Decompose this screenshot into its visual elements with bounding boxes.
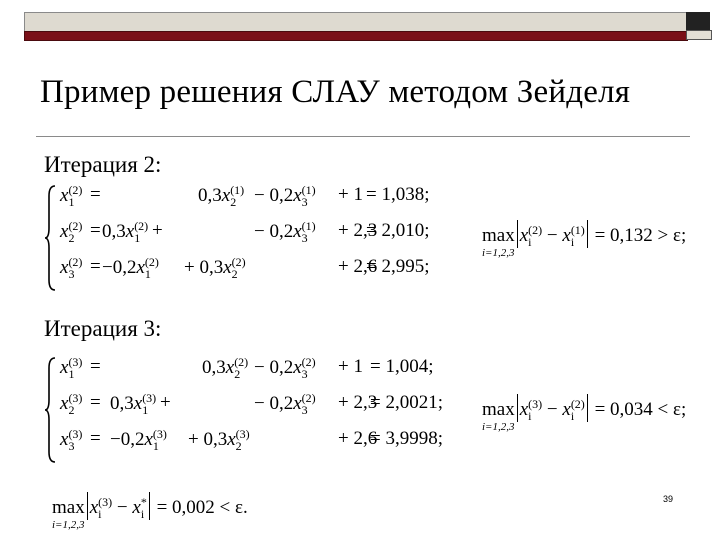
max-lhs-term: x (2) i — [519, 223, 543, 249]
abs-bar-right — [587, 394, 588, 422]
constant-term: + 2,6 — [338, 428, 378, 449]
max-operator — [482, 399, 515, 433]
title-divider — [36, 136, 690, 137]
result-value: = 1,038; — [366, 184, 430, 205]
abs-bar-left — [517, 220, 518, 248]
max-word: max — [482, 225, 515, 246]
lhs-term: x (3) 3 — [60, 427, 83, 453]
result-value: = 2,995; — [366, 256, 430, 277]
iteration-3-equation-1 — [44, 356, 474, 380]
constant-term: + 1 — [338, 356, 363, 377]
minus-sign: − — [542, 399, 563, 420]
iteration-2-max-expression — [482, 220, 687, 259]
lhs-term: x (2) 2 — [60, 219, 83, 245]
iteration-3-equation-2 — [44, 392, 474, 416]
max-lhs-term: x (3) i — [519, 397, 543, 423]
iteration-2-equation-3 — [44, 256, 464, 280]
result-value: = 1,004; — [370, 356, 434, 377]
slide-title: Пример решения СЛАУ методом Зейделя — [40, 74, 631, 110]
abs-bar-left — [87, 492, 88, 520]
term-a: 0,3x (3) 1 — [110, 391, 157, 417]
iteration-2-system — [44, 184, 464, 292]
max-operator — [482, 225, 515, 259]
term-a: 0,3x (2) 1 — [102, 219, 149, 245]
plus-sign: + — [152, 220, 163, 241]
minus-sign: − — [112, 497, 133, 518]
equals-sign: = — [90, 256, 101, 277]
lhs-term: x (2) 3 — [60, 255, 83, 281]
max-lhs-term: x (3) i — [89, 495, 113, 521]
iteration-2-heading: Итерация 2: — [44, 152, 162, 177]
max-value: = 0,132 > ε; — [589, 225, 687, 246]
constant-term: + 1 — [338, 184, 363, 205]
term-a: −0,2x (2) 1 — [102, 255, 159, 281]
result-value: = 3,9998; — [370, 428, 443, 449]
equals-sign: = — [90, 428, 101, 449]
iteration-3-max-expression — [482, 394, 687, 433]
term-b: + 0,3x (2) 2 — [184, 255, 246, 281]
plus-sign: + — [160, 392, 171, 413]
iteration-2-equation-2 — [44, 220, 464, 244]
term-c: − 0,2x (1) 3 — [254, 183, 316, 209]
lhs-term: x (3) 1 — [60, 355, 83, 381]
max-rhs-term: x (2) i — [562, 397, 585, 423]
max-word: max — [52, 497, 85, 518]
abs-bar-left — [517, 394, 518, 422]
abs-bar-right — [587, 220, 588, 248]
lhs-term: x (2) 1 — [60, 183, 83, 209]
iteration-3-heading: Итерация 3: — [44, 316, 162, 341]
max-value: = 0,002 < ε. — [151, 497, 248, 518]
iteration-3-system — [44, 356, 474, 464]
term-a: −0,2x (3) 1 — [110, 427, 167, 453]
equals-sign: = — [90, 392, 101, 413]
lhs-term: x (3) 2 — [60, 391, 83, 417]
term-b: 0,3x (1) 2 — [198, 183, 245, 209]
minus-sign: − — [542, 225, 563, 246]
term-c: − 0,2x (1) 3 — [254, 219, 316, 245]
max-value: = 0,034 < ε; — [589, 399, 687, 420]
max-index: i=1,2,3 — [482, 247, 515, 259]
result-value: = 2,0021; — [370, 392, 443, 413]
term-b: 0,3x (2) 2 — [202, 355, 249, 381]
term-c: − 0,2x (2) 3 — [254, 391, 316, 417]
max-word: max — [482, 399, 515, 420]
header-corner-stripe — [686, 30, 712, 40]
iteration-3-equation-3 — [44, 428, 474, 452]
term-c: − 0,2x (2) 3 — [254, 355, 316, 381]
iteration-2-equation-1 — [44, 184, 464, 208]
header-accent-stripe — [24, 31, 688, 41]
max-operator — [52, 497, 85, 531]
term-b: + 0,3x (3) 2 — [188, 427, 250, 453]
equals-sign: = — [90, 356, 101, 377]
constant-term: + 2,3 — [338, 392, 378, 413]
max-rhs-term: x (1) i — [562, 223, 585, 249]
max-index: i=1,2,3 — [52, 519, 85, 531]
result-value: = 2,010; — [366, 220, 430, 241]
constant-term: + 2,3 — [338, 220, 378, 241]
final-max-expression — [52, 492, 248, 531]
equals-sign: = — [90, 220, 101, 241]
page-number: 39 — [663, 494, 674, 504]
equals-sign: = — [90, 184, 101, 205]
constant-term: + 2,6 — [338, 256, 378, 277]
max-index: i=1,2,3 — [482, 421, 515, 433]
abs-bar-right — [149, 492, 150, 520]
max-rhs-term: x * i — [132, 495, 147, 521]
